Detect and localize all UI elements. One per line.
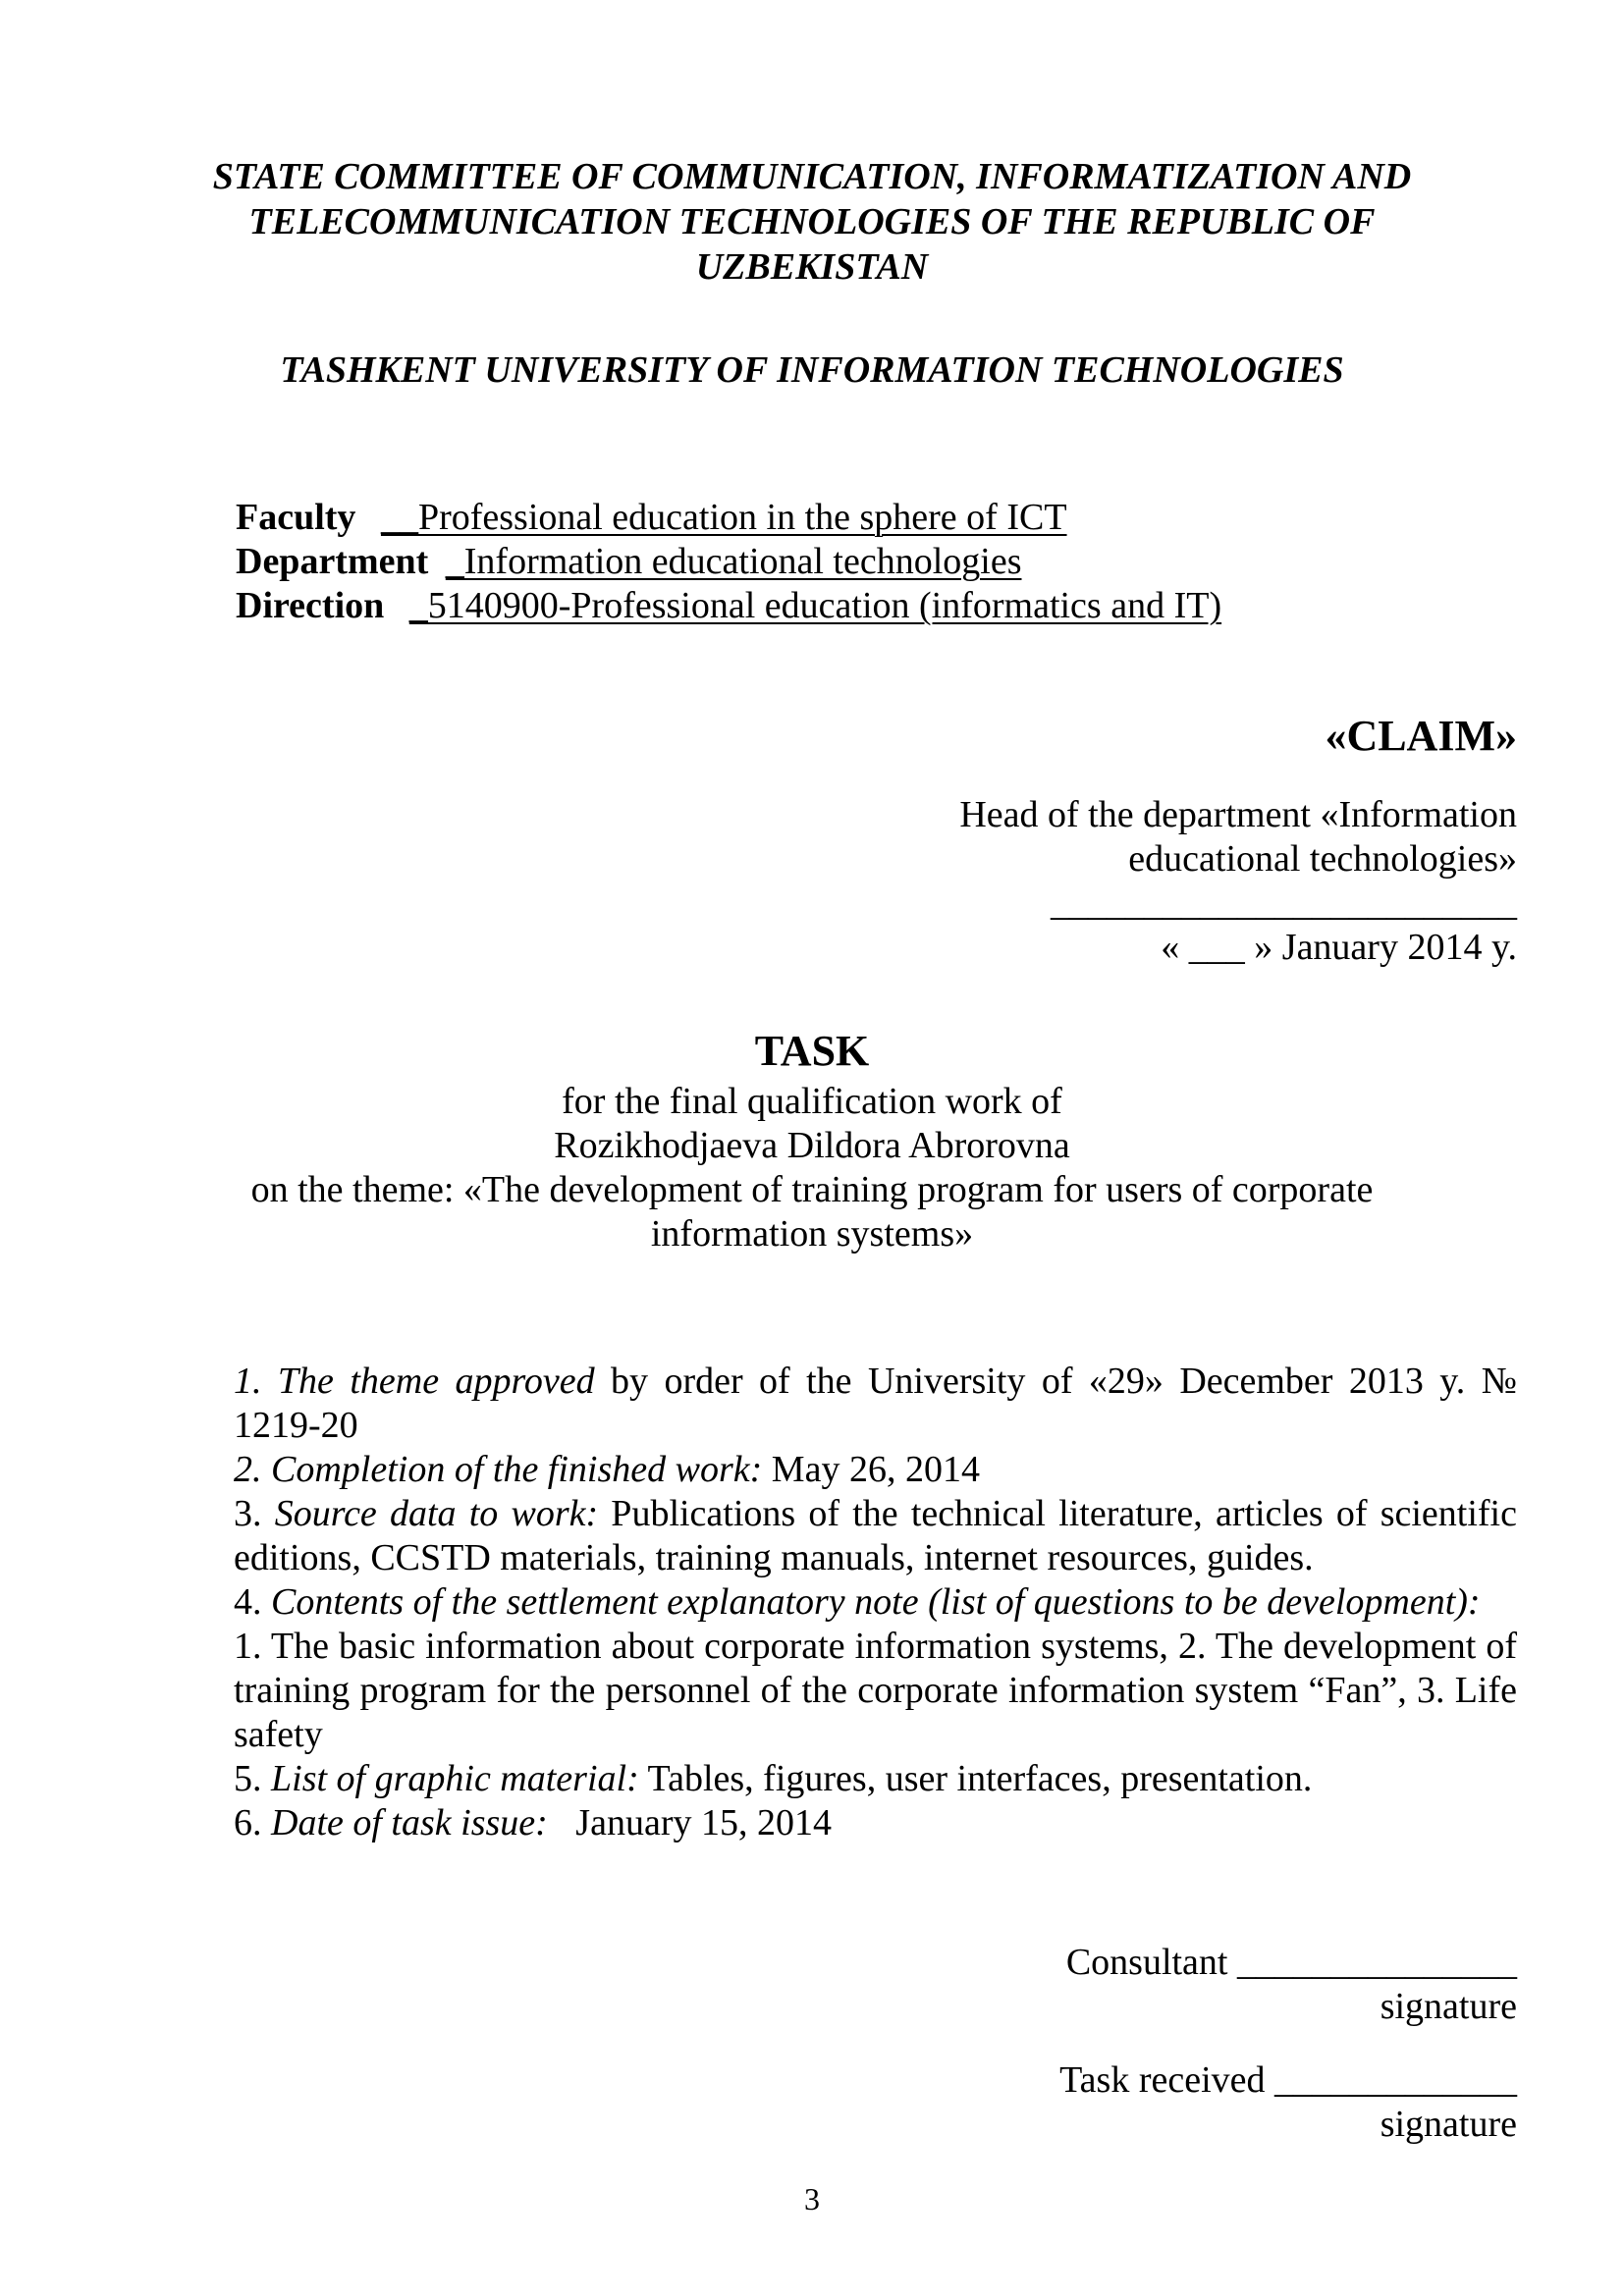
item-5-label: List of graphic material: (271, 1758, 639, 1799)
department-value: _Information educational technologies (445, 541, 1022, 582)
consultant-signature-line: Consultant _______________ (1065, 1942, 1517, 1983)
item-3-text: Publications of the technical literature, articles of scientific editions, CCSTD materials, training manuals, internet resources, guides. (234, 1493, 1517, 1578)
item-1-text: by order of the University of «29» December 2013 y. № (594, 1361, 1517, 1402)
item-1 (234, 1360, 1517, 1448)
item-2-text: May 26, 2014 (762, 1449, 980, 1490)
item-5-number: 5. (234, 1758, 271, 1799)
page-number: 3 (804, 2181, 820, 2216)
item-4-text: 1. The basic information about corporate information systems, 2. The development of training program for the personnel of the corporate information system “Fan”, 3. Life safety (234, 1626, 1517, 1755)
claim-head-line-2: educational technologies» (1128, 838, 1517, 880)
task-received-signature-line: Task received _____________ (1059, 2059, 1517, 2101)
task-theme-line-1: on the theme: «The development of training program for users of corporate (250, 1169, 1374, 1210)
item-4 (234, 1580, 1517, 1757)
item-1-number: 1219-20 (234, 1405, 358, 1446)
item-6-label: Date of task issue: (271, 1802, 548, 1843)
claim-signature-line: _________________________ (1051, 882, 1517, 924)
item-3-label: Source data to work: (274, 1493, 599, 1534)
faculty-value: __Professional education in the sphere of ICT (380, 497, 1067, 538)
department-row (236, 540, 1021, 584)
item-4-label: Contents of the settlement explanatory note (list of questions to be development): (271, 1581, 1481, 1623)
committee-title-line-2: TELECOMMUNICATION TECHNOLOGIES OF THE REPUBLIC OF (248, 201, 1376, 242)
item-6-number: 6. (234, 1802, 271, 1843)
item-6-text: January 15, 2014 (547, 1802, 832, 1843)
university-title: TASHKENT UNIVERSITY OF INFORMATION TECHNOLOGIES (280, 349, 1344, 391)
task-theme-line-2: information systems» (650, 1213, 974, 1255)
committee-title-line-3: UZBEKISTAN (695, 246, 929, 288)
direction-value: _5140900-Professional education (informatics and IT) (408, 585, 1222, 626)
item-6 (234, 1801, 1517, 1845)
faculty-label: Faculty (236, 497, 356, 538)
item-2-label: 2. Completion of the finished work: (234, 1449, 763, 1490)
item-3-number: 3. (234, 1493, 275, 1534)
task-student-name: Rozikhodjaeva Dildora Abrorovna (554, 1125, 1070, 1166)
faculty-row (236, 496, 1067, 540)
direction-label: Direction (236, 585, 385, 626)
claim-date: « ___ » January 2014 y. (1161, 927, 1517, 968)
item-2 (234, 1448, 1517, 1492)
direction-row (236, 584, 1221, 628)
claim-title: «CLAIM» (1325, 712, 1517, 760)
item-5-text: Tables, figures, user interfaces, presentation. (638, 1758, 1313, 1799)
item-3 (234, 1492, 1517, 1580)
item-4-number: 4. (234, 1581, 271, 1623)
committee-title-line-1: STATE COMMITTEE OF COMMUNICATION, INFORMATIZATION AND (212, 156, 1412, 197)
department-label: Department (236, 541, 429, 582)
task-line-1: for the final qualification work of (562, 1081, 1062, 1122)
consultant-signature-caption: signature (1380, 1986, 1517, 2027)
claim-head-line-1: Head of the department «Information (959, 794, 1517, 835)
item-5 (234, 1757, 1517, 1801)
task-title: TASK (754, 1027, 870, 1075)
task-received-signature-caption: signature (1380, 2104, 1517, 2145)
item-1-label: 1. The theme approved (234, 1361, 595, 1402)
